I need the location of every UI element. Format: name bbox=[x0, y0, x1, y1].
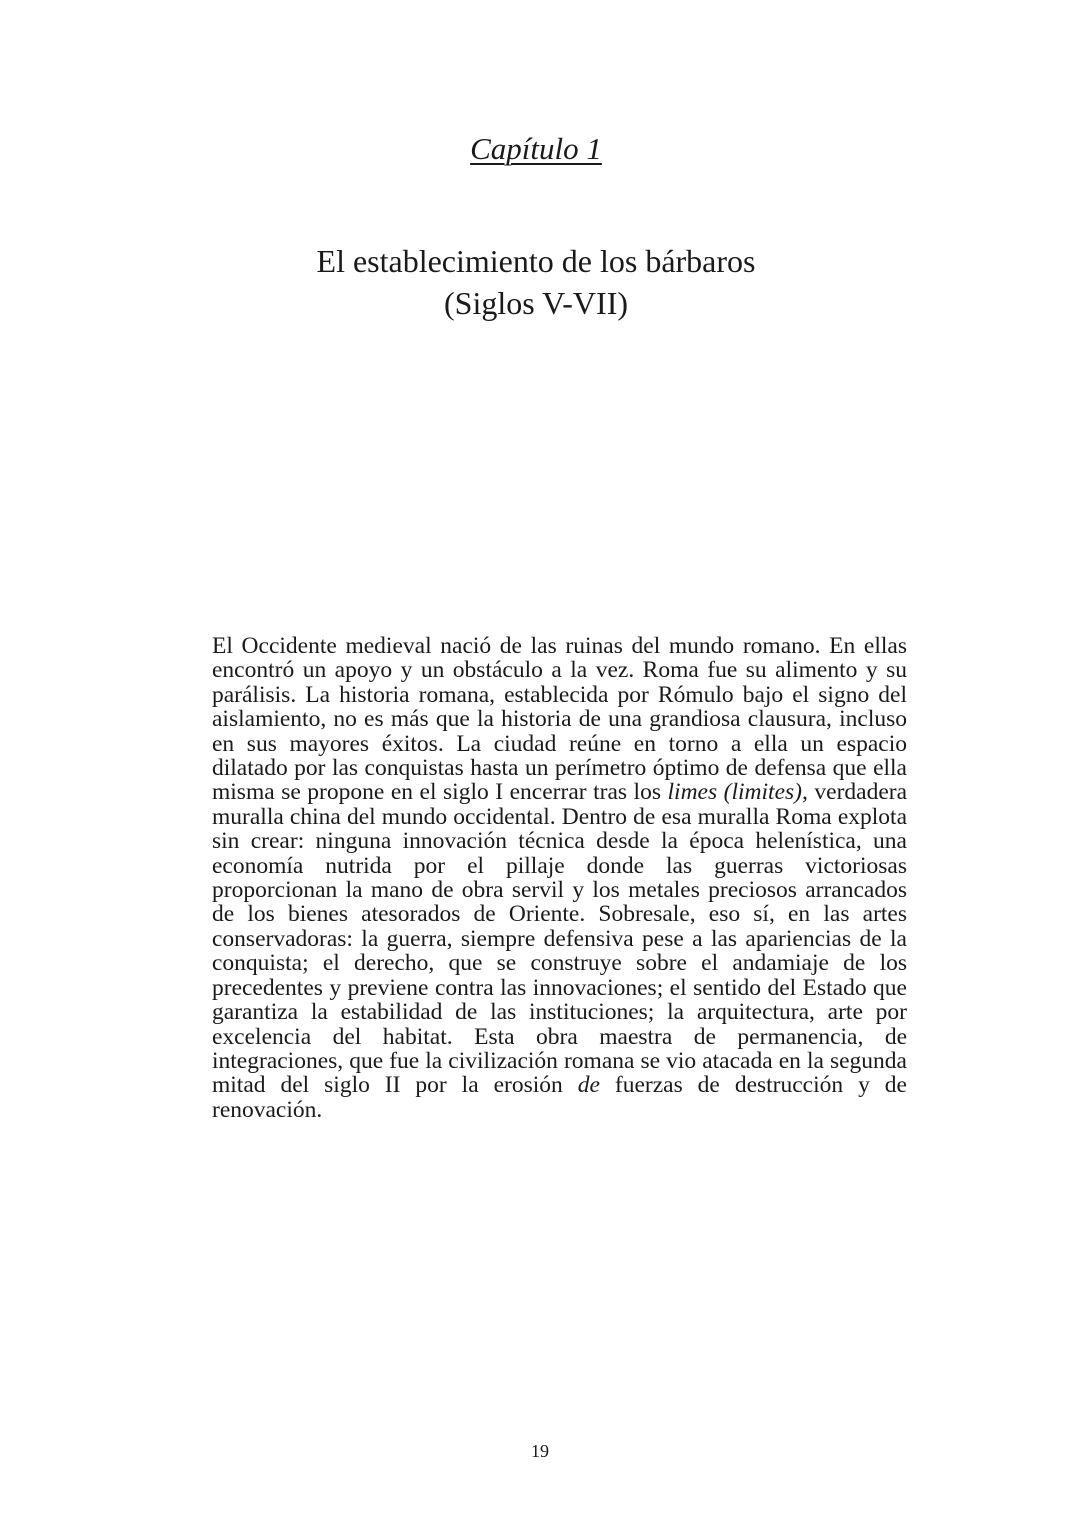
paragraph-text-3: fuerzas de destrucción y de renovación. bbox=[212, 1072, 907, 1123]
body-paragraph bbox=[212, 634, 907, 1122]
paragraph-italic-limes: limes (limites), bbox=[667, 779, 808, 806]
chapter-title-line-1: El establecimiento de los bárbaros bbox=[316, 243, 756, 279]
chapter-title bbox=[0, 240, 1072, 324]
page-number: 19 bbox=[531, 1441, 549, 1461]
paragraph-text-2: verdadera muralla china del mundo occidental. Dentro de esa muralla Roma explota sin crear: ninguna innovación técnica desde la época helenística, una economía nutrida por el pillaje donde las guerras victoriosas proporcionan la mano de obra servil y los metales preciosos arrancados de los bienes atesorados de Oriente. Sobresale, eso sí, en las artes conservadoras: la guerra, siempre defensiva pese a las apariencias de la conquista; el derecho, que se construye sobre el andamiaje de los precedentes y previene contra las innovaciones; el sentido del Estado que garantiza la estabilidad de las instituciones; la arquitectura, arte por excelencia del habitat. Esta obra maestra de permanencia, de integraciones, que fue la civilización romana se vio atacada en la segunda mitad del siglo II por la erosión bbox=[212, 779, 908, 1099]
paragraph-italic-de: de bbox=[577, 1072, 600, 1099]
chapter-title-line-2: (Siglos V-VII) bbox=[443, 285, 628, 321]
paragraph-text-1: El Occidente medieval nació de las ruinas del mundo romano. En ellas encontró un apoyo y un obstáculo a la vez. Roma fue su alimento y su parálisis. La historia romana, establecida por Rómulo bajo el signo del aislamiento, no es más que la historia de una grandiosa clausura, incluso en sus mayores éxitos. La ciudad reúne en torno a ella un espacio dilatado por las conquistas hasta un perímetro óptimo de defensa que ella misma se propone en el siglo I encerrar tras los bbox=[212, 633, 907, 806]
chapter-label: Capítulo 1 bbox=[470, 131, 602, 166]
